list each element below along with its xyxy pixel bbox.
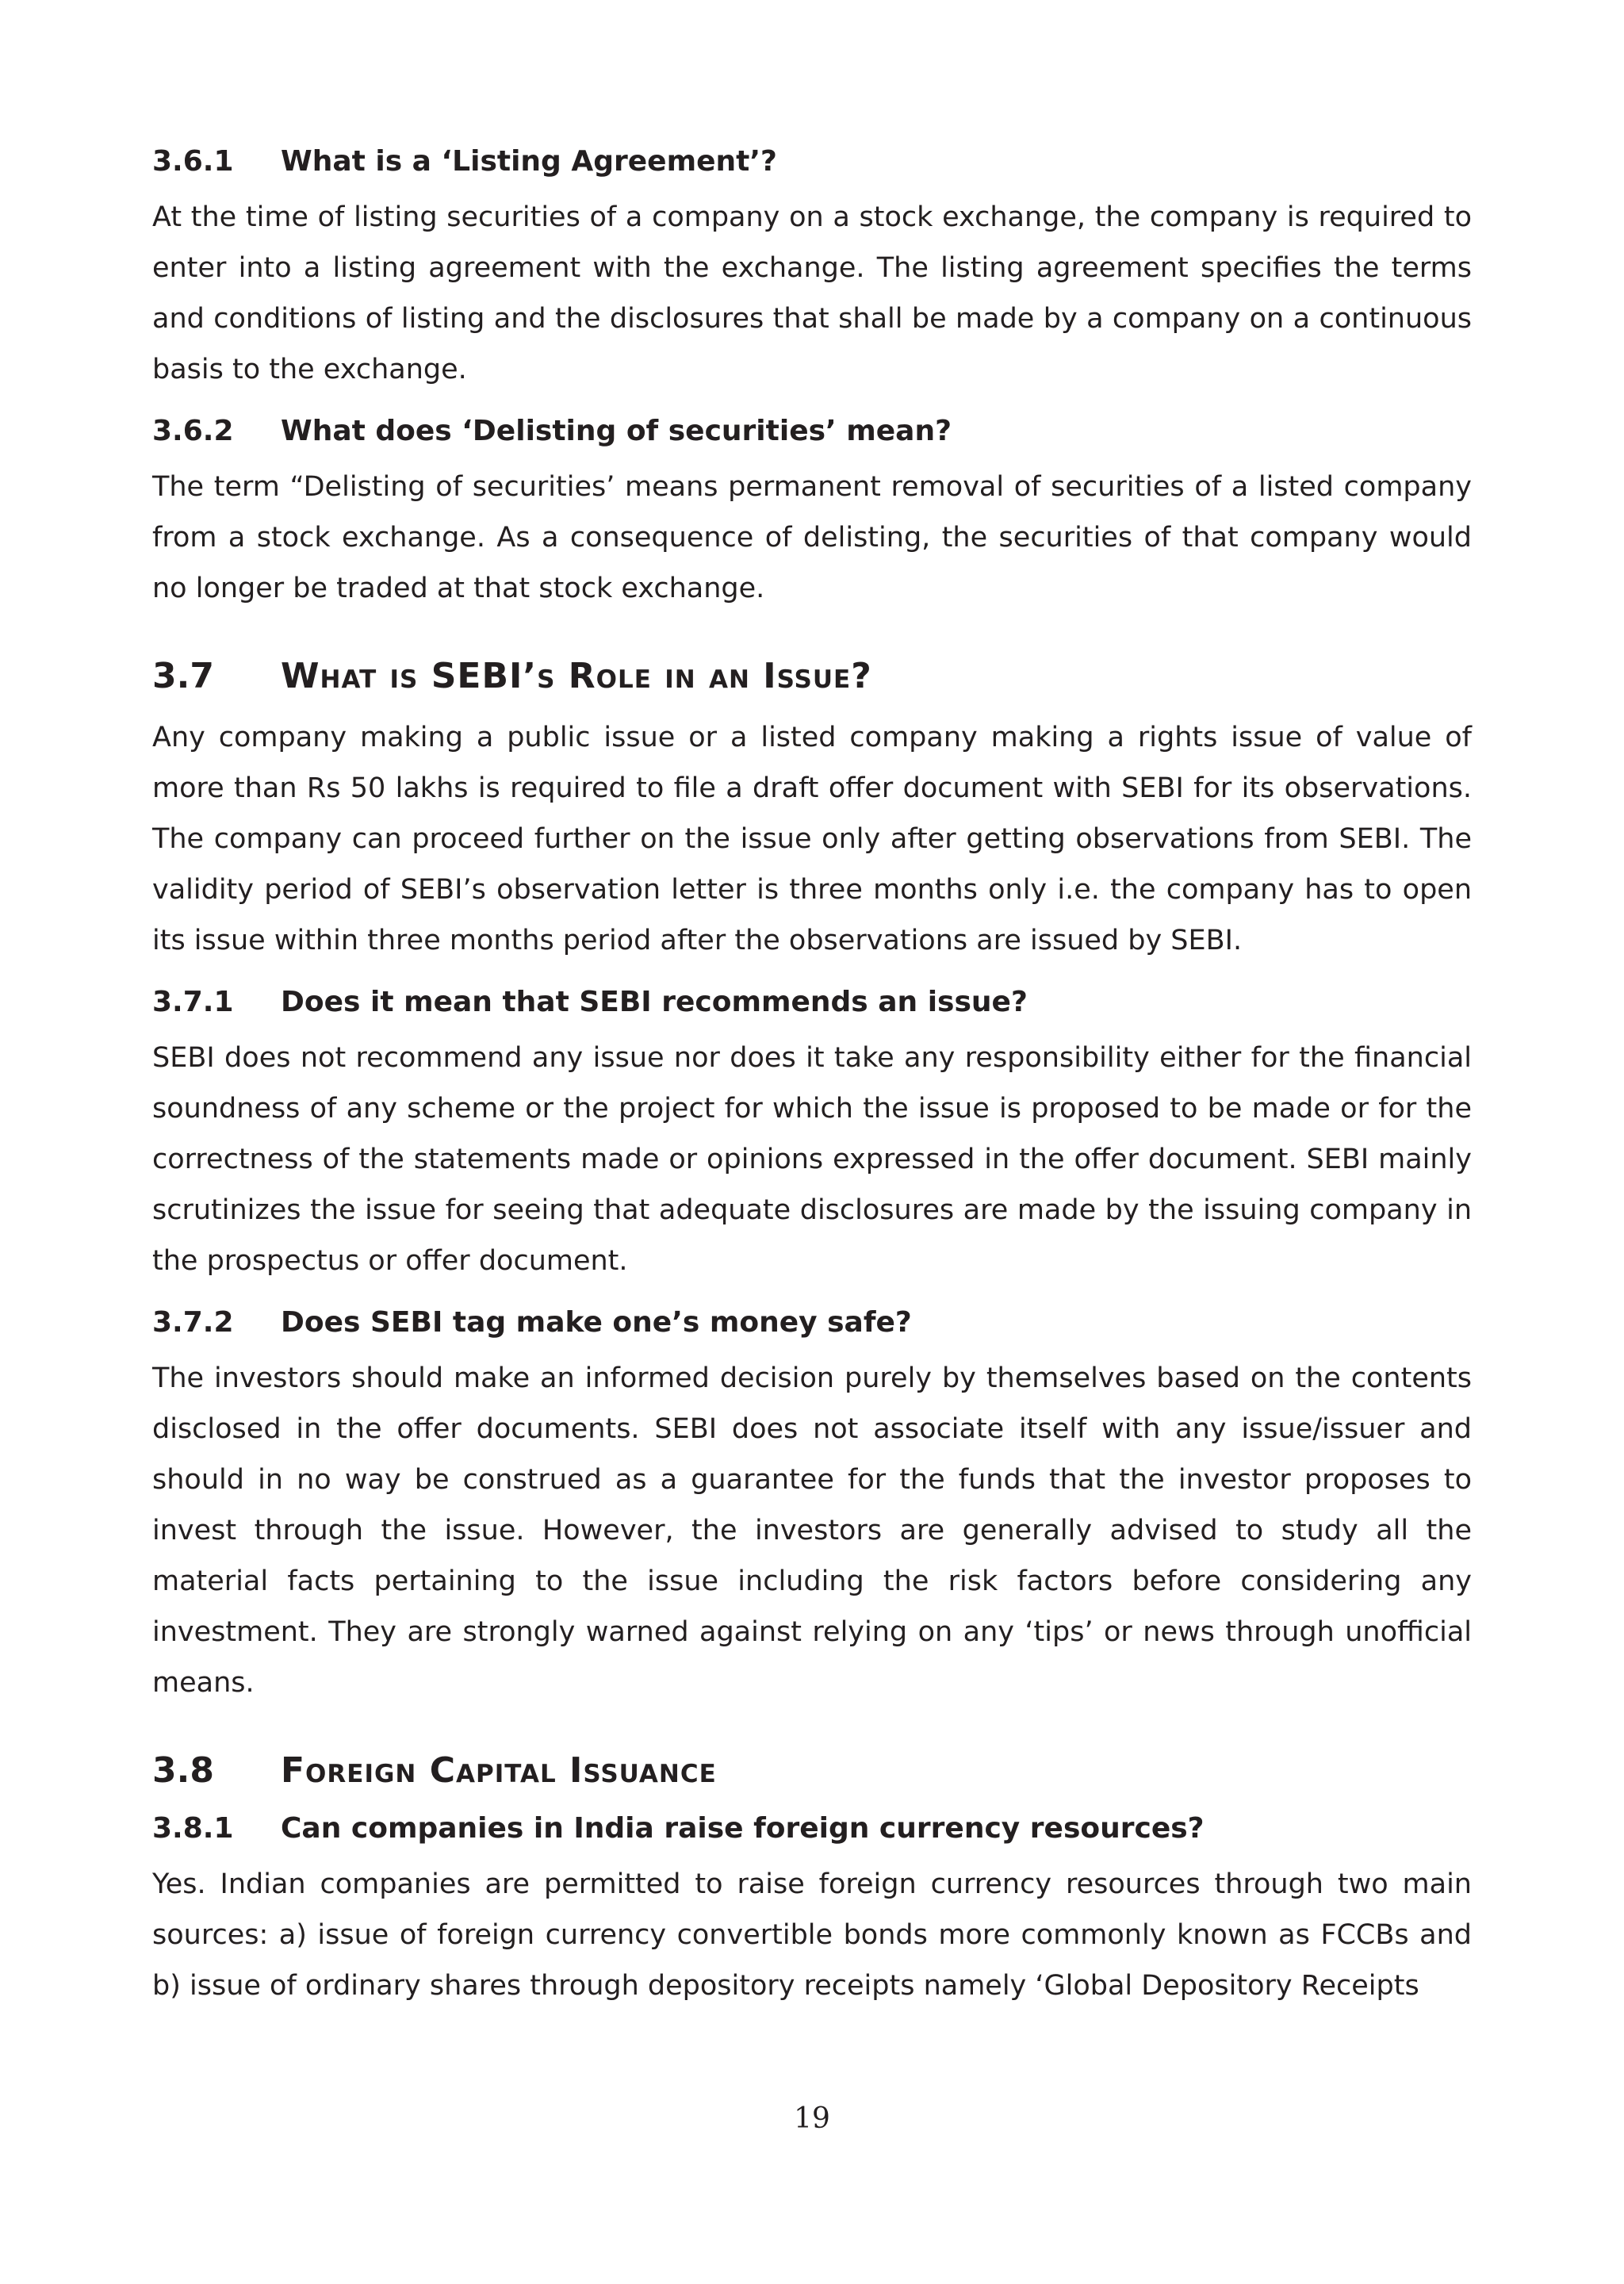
section-title: Foreign Capital Issuance bbox=[281, 1750, 717, 1791]
paragraph-3-6-1: At the time of listing securities of a company on a stock exchange, the company is required to enter into a listing agreement with the exchange. The listing agreement specifies the terms and conditions of listing and the disclosures that shall be made by a company on a continuous basis to the exchange. bbox=[152, 201, 1472, 385]
subsection-title: Does it mean that SEBI recommends an issue? bbox=[281, 986, 1028, 1018]
subsection-title: What does ‘Delisting of securities’ mean? bbox=[281, 415, 952, 447]
subsection-number: 3.7.2 bbox=[152, 1306, 234, 1339]
paragraph-3-7-2: The investors should make an informed decision purely by themselves based on the contents disclosed in the offer documents. SEBI does not associate itself with any issue/issuer and should in no way be construed as a guarantee for the funds that the investor proposes to invest through the issue. However, the investors are generally advised to study all the material facts pertaining to the issue including the risk factors before considering any investment. They are strongly warned against relying on any ‘tips’ or news through unofficial means. bbox=[152, 1362, 1472, 1699]
subsection-title: Can companies in India raise foreign currency resources? bbox=[281, 1812, 1205, 1845]
subsection-heading-3-7-2 bbox=[152, 1301, 1472, 1345]
subsection-heading-3-7-1 bbox=[152, 980, 1472, 1025]
subsection-title: Does SEBI tag make one’s money safe? bbox=[281, 1306, 912, 1339]
subsection-heading-3-6-2 bbox=[152, 409, 1472, 454]
document-page bbox=[152, 140, 1472, 2025]
section-heading-3-8 bbox=[152, 1743, 1472, 1799]
paragraph-3-8-1: Yes. Indian companies are permitted to raise foreign currency resources through two main sources: a) issue of foreign currency convertible bonds more commonly known as FCCBs and b) issue of ordinary shares through depository receipts namely ‘Global Depository Receipts bbox=[152, 1868, 1472, 2002]
subsection-title: What is a ‘Listing Agreement’? bbox=[281, 145, 777, 178]
paragraph-3-6-2: The term “Delisting of securities’ means permanent removal of securities of a listed company from a stock exchange. As a consequence of delisting, the securities of that company would no longer be traded at that stock exchange. bbox=[152, 471, 1472, 604]
section-number: 3.7 bbox=[152, 656, 214, 696]
subsection-heading-3-6-1 bbox=[152, 140, 1472, 184]
subsection-number: 3.7.1 bbox=[152, 986, 234, 1018]
paragraph-3-7: Any company making a public issue or a listed company making a rights issue of value of more than Rs 50 lakhs is required to file a draft offer document with SEBI for its observations. The company can proceed further on the issue only after getting observations from SEBI. The validity period of SEBI’s observation letter is three months only i.e. the company has to open its issue within three months period after the observations are issued by SEBI. bbox=[152, 722, 1472, 956]
subsection-number: 3.8.1 bbox=[152, 1812, 234, 1845]
page-number: 19 bbox=[794, 2102, 830, 2135]
subsection-heading-3-8-1 bbox=[152, 1807, 1472, 1851]
subsection-number: 3.6.1 bbox=[152, 145, 234, 178]
subsection-number: 3.6.2 bbox=[152, 415, 234, 447]
section-title: What is SEBI’s Role in an Issue? bbox=[281, 656, 872, 696]
paragraph-3-7-1: SEBI does not recommend any issue nor does it take any responsibility either for the financial soundness of any scheme or the project for which the issue is proposed to be made or for the correctness of the statements made or opinions expressed in the offer document. SEBI mainly scrutinizes the issue for seeing that adequate disclosures are made by the issuing company in the prospectus or offer document. bbox=[152, 1042, 1472, 1277]
section-heading-3-7 bbox=[152, 649, 1472, 704]
section-number: 3.8 bbox=[152, 1750, 214, 1791]
